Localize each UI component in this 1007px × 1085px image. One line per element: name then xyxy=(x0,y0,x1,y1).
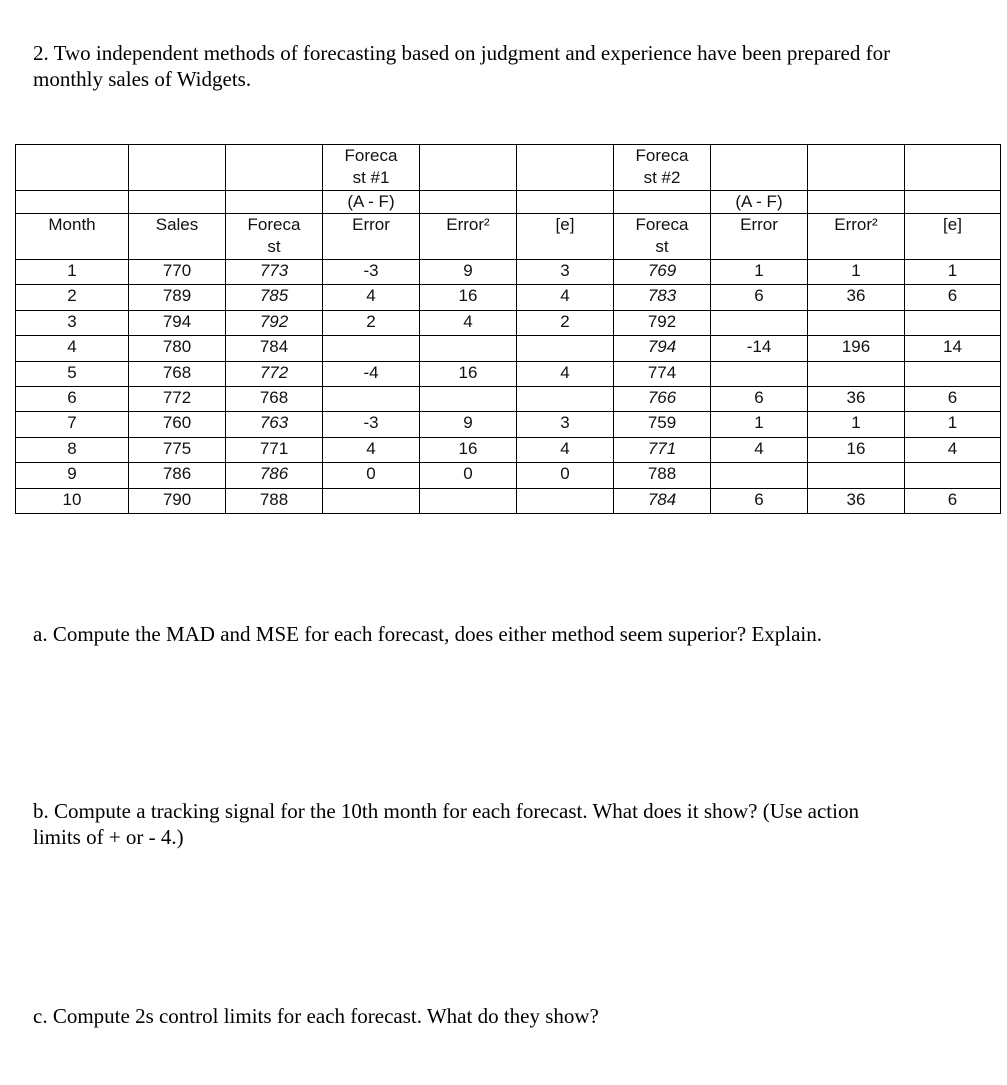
table-cell: 771 xyxy=(226,437,323,462)
table-cell xyxy=(905,310,1001,335)
table-subheader-row xyxy=(16,191,1001,214)
table-cell: 1 xyxy=(905,260,1001,285)
problem-statement: 2. Two independent methods of forecasting based on judgment and experience have been prepared for monthly sales of Widgets. xyxy=(33,41,891,91)
table-cell: Foreca st xyxy=(226,214,323,260)
table-cell: 4 xyxy=(517,361,614,386)
table-row xyxy=(16,412,1001,437)
table-cell: 763 xyxy=(226,412,323,437)
table-cell xyxy=(808,463,905,488)
table-row xyxy=(16,386,1001,411)
table-cell: 36 xyxy=(808,386,905,411)
table-cell xyxy=(808,310,905,335)
table-cell: 6 xyxy=(16,386,129,411)
table-cell: 773 xyxy=(226,260,323,285)
table-row xyxy=(16,310,1001,335)
table-cell: 788 xyxy=(614,463,711,488)
table-cell: 772 xyxy=(226,361,323,386)
table-cell: Sales xyxy=(129,214,226,260)
table-cell: 4 xyxy=(905,437,1001,462)
table-cell xyxy=(517,386,614,411)
table-cell: 4 xyxy=(517,285,614,310)
table-row xyxy=(16,437,1001,462)
table-cell xyxy=(711,361,808,386)
table-cell xyxy=(323,336,420,361)
table-cell: Error xyxy=(323,214,420,260)
table-cell xyxy=(129,191,226,214)
table-row xyxy=(16,463,1001,488)
table-cell: 786 xyxy=(226,463,323,488)
table-cell xyxy=(129,145,226,191)
table-cell xyxy=(711,310,808,335)
question-a: a. Compute the MAD and MSE for each forecast, does either method seem superior? Explain. xyxy=(33,622,823,646)
table-cell: 784 xyxy=(226,336,323,361)
table-cell: Foreca st #2 xyxy=(614,145,711,191)
table-cell: 16 xyxy=(420,437,517,462)
table-cell: 775 xyxy=(129,437,226,462)
table-cell: 1 xyxy=(711,260,808,285)
table-cell xyxy=(420,386,517,411)
table-cell: Month xyxy=(16,214,129,260)
table-cell: [e] xyxy=(517,214,614,260)
table-row xyxy=(16,361,1001,386)
table-cell: 16 xyxy=(420,361,517,386)
question-c: c. Compute 2s control limits for each forecast. What do they show? xyxy=(33,1004,599,1028)
table-cell: 759 xyxy=(614,412,711,437)
table-cell: [e] xyxy=(905,214,1001,260)
table-cell: Error xyxy=(711,214,808,260)
table-cell: Error² xyxy=(420,214,517,260)
table-cell xyxy=(420,488,517,513)
table-cell xyxy=(16,191,129,214)
table-cell: 0 xyxy=(517,463,614,488)
table-cell: 770 xyxy=(129,260,226,285)
table-row xyxy=(16,488,1001,513)
table-cell: 7 xyxy=(16,412,129,437)
table-cell xyxy=(323,386,420,411)
table-cell: 772 xyxy=(129,386,226,411)
table-cell: 786 xyxy=(129,463,226,488)
table-cell: 2 xyxy=(16,285,129,310)
table-cell: 4 xyxy=(517,437,614,462)
table-cell: 768 xyxy=(226,386,323,411)
table-cell: 16 xyxy=(420,285,517,310)
table-cell: 6 xyxy=(905,386,1001,411)
table-cell: 196 xyxy=(808,336,905,361)
table-cell: 3 xyxy=(16,310,129,335)
table-cell xyxy=(16,145,129,191)
table-cell: 790 xyxy=(129,488,226,513)
table-cell xyxy=(517,336,614,361)
table-cell: -3 xyxy=(323,260,420,285)
table-row xyxy=(16,285,1001,310)
table-cell xyxy=(226,191,323,214)
table-cell: 794 xyxy=(129,310,226,335)
table-cell: 4 xyxy=(323,437,420,462)
table-header-row xyxy=(16,214,1001,260)
table-cell: 2 xyxy=(323,310,420,335)
table-cell: -3 xyxy=(323,412,420,437)
table-cell: Foreca st #1 xyxy=(323,145,420,191)
table-cell: 0 xyxy=(420,463,517,488)
table-cell: (A - F) xyxy=(711,191,808,214)
table-cell: 1 xyxy=(808,260,905,285)
question-b: b. Compute a tracking signal for the 10th month for each forecast. What does it show? (Use action limits of + or - 4.) xyxy=(33,799,859,849)
table-cell xyxy=(517,488,614,513)
table-cell: 6 xyxy=(711,386,808,411)
table-cell: 774 xyxy=(614,361,711,386)
table-cell: 789 xyxy=(129,285,226,310)
table-cell xyxy=(614,191,711,214)
table-cell: 4 xyxy=(16,336,129,361)
table-cell: 3 xyxy=(517,260,614,285)
table-cell: 6 xyxy=(905,488,1001,513)
table-cell: 792 xyxy=(614,310,711,335)
table-cell: 36 xyxy=(808,488,905,513)
table-cell: 0 xyxy=(323,463,420,488)
table-cell: 766 xyxy=(614,386,711,411)
table-cell: 8 xyxy=(16,437,129,462)
table-cell xyxy=(711,145,808,191)
table-cell: 6 xyxy=(711,285,808,310)
table-cell: 1 xyxy=(16,260,129,285)
table-group-header-row xyxy=(16,145,1001,191)
table-cell: Foreca st xyxy=(614,214,711,260)
table-cell: 780 xyxy=(129,336,226,361)
table-cell: 4 xyxy=(323,285,420,310)
table-cell xyxy=(905,361,1001,386)
table-cell: -4 xyxy=(323,361,420,386)
forecast-table xyxy=(15,144,1001,514)
table-cell: 760 xyxy=(129,412,226,437)
table-cell xyxy=(517,191,614,214)
table-cell xyxy=(420,145,517,191)
table-cell xyxy=(226,145,323,191)
table-cell: 794 xyxy=(614,336,711,361)
table-cell: 784 xyxy=(614,488,711,513)
table-cell: 9 xyxy=(420,260,517,285)
table-cell: 785 xyxy=(226,285,323,310)
table-cell xyxy=(420,336,517,361)
table-cell: 771 xyxy=(614,437,711,462)
table-cell: 1 xyxy=(905,412,1001,437)
table-row xyxy=(16,336,1001,361)
table-cell: 1 xyxy=(808,412,905,437)
table-cell: 3 xyxy=(517,412,614,437)
table-row xyxy=(16,260,1001,285)
table-cell xyxy=(905,145,1001,191)
table-cell: 9 xyxy=(420,412,517,437)
table-cell: 16 xyxy=(808,437,905,462)
table-cell: 10 xyxy=(16,488,129,513)
table-cell: 2 xyxy=(517,310,614,335)
table-cell xyxy=(808,191,905,214)
table-cell xyxy=(711,463,808,488)
table-cell: 783 xyxy=(614,285,711,310)
table-cell xyxy=(905,191,1001,214)
table-cell xyxy=(808,145,905,191)
table-cell: 5 xyxy=(16,361,129,386)
table-cell: 6 xyxy=(711,488,808,513)
table-cell: 14 xyxy=(905,336,1001,361)
table-cell xyxy=(420,191,517,214)
table-cell: 769 xyxy=(614,260,711,285)
table-cell xyxy=(808,361,905,386)
table-cell: 768 xyxy=(129,361,226,386)
table-cell: 6 xyxy=(905,285,1001,310)
table-cell: 9 xyxy=(16,463,129,488)
table-cell: 1 xyxy=(711,412,808,437)
table-cell: 4 xyxy=(420,310,517,335)
table-cell: -14 xyxy=(711,336,808,361)
table-cell: 792 xyxy=(226,310,323,335)
table-cell xyxy=(323,488,420,513)
table-cell: 788 xyxy=(226,488,323,513)
table-cell: Error² xyxy=(808,214,905,260)
table-cell: 4 xyxy=(711,437,808,462)
table-cell xyxy=(517,145,614,191)
table-cell: (A - F) xyxy=(323,191,420,214)
table-cell xyxy=(905,463,1001,488)
table-cell: 36 xyxy=(808,285,905,310)
